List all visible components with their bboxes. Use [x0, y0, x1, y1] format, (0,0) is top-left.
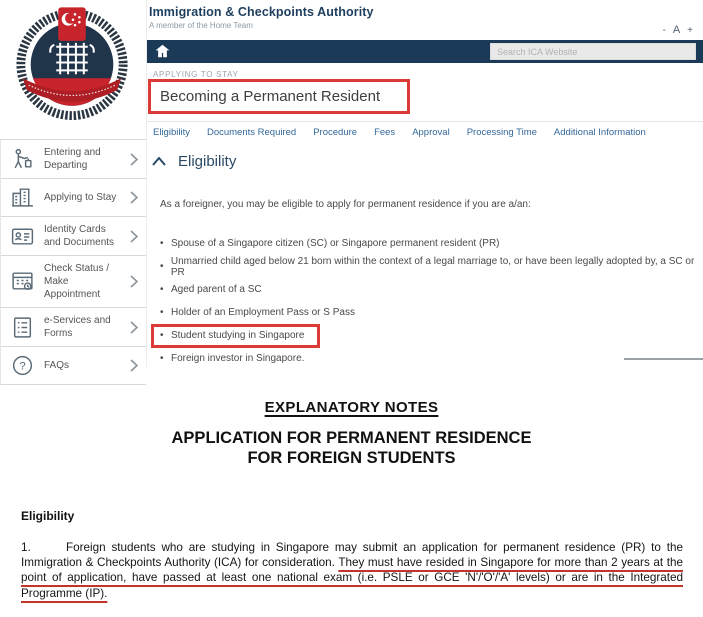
- bullet-text: Holder of an Employment Pass or S Pass: [171, 307, 355, 318]
- chevron-up-icon: [152, 157, 166, 166]
- bullet-icon: •: [160, 307, 164, 318]
- subheading-line2: FOR FOREIGN STUDENTS: [247, 448, 456, 467]
- chevron-right-icon: [130, 153, 139, 166]
- traveler-icon: [10, 147, 35, 172]
- bullet-text: Foreign investor in Singapore.: [171, 353, 305, 364]
- question-icon: [10, 353, 35, 378]
- svg-text:?: ?: [19, 360, 26, 373]
- sidebar-item-label: Entering and Departing: [44, 147, 101, 171]
- brand-title: Immigration & Checkpoints Authority: [149, 5, 374, 19]
- tab-fees[interactable]: Fees: [374, 127, 396, 138]
- application-subheading: [0, 429, 703, 468]
- brand-subtitle: A member of the Home Team: [149, 21, 253, 30]
- appointment-icon: [10, 269, 35, 294]
- eligibility-section-header[interactable]: [152, 153, 236, 170]
- eligibility-paragraph: [21, 540, 683, 601]
- doc-eligibility-heading: Eligibility: [21, 509, 75, 523]
- list-item-highlighted: [160, 324, 703, 347]
- site-main: [146, 0, 703, 367]
- bullet-icon: •: [160, 238, 164, 249]
- sidebar-item-e-services-and-forms[interactable]: [1, 308, 146, 347]
- font-decrease-button[interactable]: -: [662, 25, 666, 36]
- bullet-text: Spouse of a Singapore citizen (SC) or Singapore permanent resident (PR): [171, 238, 500, 249]
- font-size-controls: [662, 24, 693, 36]
- sidebar: [0, 0, 146, 385]
- paragraph-number: 1.: [21, 541, 31, 554]
- site-brand: [149, 5, 374, 30]
- eligibility-intro: As a foreigner, you may be eligible to apply for permanent residence if you are a/an:: [160, 199, 531, 210]
- chevron-right-icon: [130, 321, 139, 334]
- bullet-icon: •: [160, 261, 164, 272]
- bullet-text: Student studying in Singapore: [171, 329, 305, 341]
- id-card-icon: [10, 224, 35, 249]
- bullet-text: Aged parent of a SC: [171, 284, 262, 295]
- bullet-icon: •: [160, 329, 164, 341]
- paragraph-segment: Foreign students who are studying in Singapore may submit an application for permanent residence (PR) to the Immigration & Checkpoints Authority (ICA) for consideration.: [21, 541, 683, 570]
- stray-divider-line: [624, 358, 703, 360]
- sidebar-item-label: e-Services and Forms: [44, 315, 111, 339]
- top-navbar: [147, 40, 703, 63]
- section-title: Eligibility: [178, 153, 237, 170]
- sidebar-item-label: Applying to Stay: [44, 192, 117, 203]
- list-item: [160, 232, 703, 255]
- tab-procedure[interactable]: Procedure: [313, 127, 358, 138]
- tab-eligibility[interactable]: Eligibility: [153, 127, 190, 138]
- tab-bar: [153, 127, 701, 138]
- chevron-right-icon: [130, 359, 139, 372]
- buildings-icon: [10, 185, 35, 210]
- sidebar-item-label: Identity Cards and Documents: [44, 224, 115, 248]
- subheading-line1: APPLICATION FOR PERMANENT RESIDENCE: [171, 429, 532, 447]
- page-title-annotation-box: [148, 79, 410, 114]
- sidebar-item-faqs[interactable]: [1, 347, 146, 385]
- ica-logo[interactable]: [0, 0, 146, 123]
- home-icon[interactable]: [155, 44, 171, 59]
- tab-documents-required[interactable]: Documents Required: [206, 127, 297, 138]
- sidebar-item-applying-to-stay[interactable]: [1, 179, 146, 217]
- page-title: Becoming a Permanent Resident: [160, 88, 381, 105]
- sidebar-item-entering-and-departing[interactable]: [1, 140, 146, 179]
- list-item: [160, 301, 703, 324]
- paragraph-segment-underlined: They must have resided in Singapore for more than 2 years at the point of application, have passed at least one national exam (i.e. PSLE or GCE 'N'/'O'/'A' levels) or are in the Integrated Programme (IP).: [21, 556, 683, 600]
- ica-crest-icon: [13, 2, 131, 123]
- tab-additional-information[interactable]: Additional Information: [553, 127, 646, 138]
- sidebar-item-check-status-make-appointment[interactable]: [1, 256, 146, 308]
- list-item: [160, 255, 703, 278]
- explanatory-notes-heading: EXPLANATORY NOTES: [264, 399, 439, 416]
- bullet-icon: •: [160, 353, 164, 364]
- list-item: [160, 347, 703, 370]
- bullet-text: Unmarried child aged below 21 born within the context of a legal marriage to, or have been legally adopted by, a SC or PR: [170, 255, 695, 278]
- sidebar-menu: [0, 139, 146, 385]
- sidebar-item-identity-cards-and-documents[interactable]: [1, 217, 146, 256]
- tab-processing-time[interactable]: Processing Time: [466, 127, 537, 138]
- chevron-right-icon: [130, 191, 139, 204]
- breadcrumb: APPLYING TO STAY: [153, 70, 239, 79]
- search-input[interactable]: [490, 43, 696, 60]
- sidebar-item-label: FAQs: [44, 360, 70, 371]
- sidebar-item-label: Check Status / Make Appointment: [44, 263, 110, 300]
- tab-approval[interactable]: Approval: [412, 127, 450, 138]
- forms-icon: [10, 315, 35, 340]
- tabs-divider: [147, 121, 703, 122]
- bullet-icon: •: [160, 284, 164, 295]
- eligibility-bullet-list: [160, 232, 703, 370]
- student-bullet-annotation-box: [151, 324, 320, 348]
- font-increase-button[interactable]: +: [687, 25, 693, 36]
- font-size-letter[interactable]: A: [672, 24, 681, 36]
- chevron-right-icon: [130, 230, 139, 243]
- chevron-right-icon: [130, 275, 139, 288]
- list-item: [160, 278, 703, 301]
